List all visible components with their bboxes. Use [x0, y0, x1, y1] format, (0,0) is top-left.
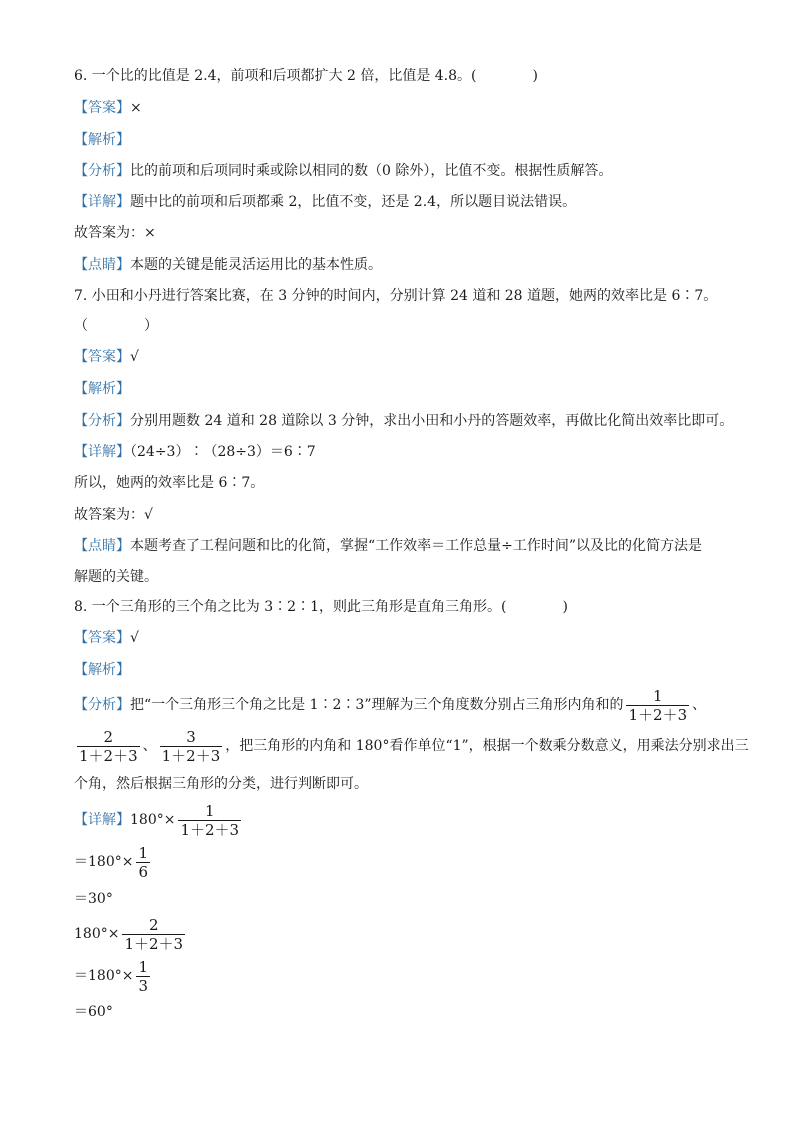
q6-answer: × [130, 100, 142, 116]
xiangjie-tag: 【详解】 [74, 812, 130, 828]
fraction-2-over-sum: $\frac{2}{1+2+3}$ [79, 727, 138, 765]
q8-step-eq-1-6 [74, 842, 153, 882]
fraction-1-6: $\frac{1}{6}$ [138, 843, 148, 881]
fenxi-tag: 【分析】 [74, 413, 130, 429]
q7-dianjing-2: 解题的关键。 [74, 569, 158, 585]
separator: 、 [692, 697, 707, 713]
q8-fenxi-line-2 [74, 727, 749, 765]
q7-result: 所以，她两的效率比是 6∶7。 [74, 475, 265, 491]
q7-answer-line [74, 347, 139, 367]
q6-xiangjie: 题中比的前项和后项都乘 2，比值不变，还是 2.4，所以题目说法错误。 [130, 194, 577, 210]
fraction-1-3: $\frac{1}{3}$ [138, 957, 148, 995]
q7-question: 7. 小田和小丹进行答案比赛，在 3 分钟的时间内，分别计算 24 道和 28 道题，她两的效率比是 6∶7。 [74, 288, 718, 304]
answer-tag: 【答案】 [74, 349, 130, 365]
q7-xiangjie-line [74, 442, 316, 462]
q7-conclusion: 故答案为：√ [74, 507, 153, 523]
q8-xiangjie-line [74, 800, 244, 840]
q8-eq-30: ＝30° [74, 891, 113, 907]
q6-answer-line [74, 98, 142, 118]
step-eq-180-times: ＝180°× [74, 968, 134, 984]
q7-fenxi: 分别用题数 24 道和 28 道除以 3 分钟，求出小田和小丹的答题效率，再做比化简出效率比即可。 [130, 413, 734, 429]
step-180-times: 180°× [130, 812, 176, 828]
q6-dianjing-line [74, 255, 382, 275]
separator: 、 [142, 738, 157, 754]
q7-jiexi-tag: 【解析】 [74, 381, 130, 397]
q6-conclusion: 故答案为：× [74, 225, 156, 241]
q7-dianjing-1: 本题考查了工程问题和比的化简，掌握“工作效率＝工作总量÷工作时间”以及比的化简方法是 [130, 538, 703, 554]
q8-fenxi-line-1 [74, 686, 706, 724]
q6-jiexi-tag: 【解析】 [74, 132, 130, 148]
q7-xiangjie: （24÷3）∶（28÷3）＝6∶7 [130, 444, 316, 460]
q8-answer: √ [130, 630, 139, 646]
q8-step-2 [74, 914, 188, 954]
step-180-times: 180°× [74, 926, 120, 942]
q8-jiexi-tag: 【解析】 [74, 662, 130, 678]
q8-question: 8. 一个三角形的三个角之比为 3∶2∶1，则此三角形是直角三角形。( ) [74, 599, 568, 615]
fenxi-tag: 【分析】 [74, 163, 130, 179]
answer-tag: 【答案】 [74, 100, 130, 116]
fenxi-tag: 【分析】 [74, 697, 130, 713]
q7-answer: √ [130, 349, 139, 365]
fraction-3-over-sum: $\frac{3}{1+2+3}$ [161, 727, 221, 765]
fraction-1-over-sum: $\frac{1}{1+2+3}$ [628, 686, 688, 724]
q8-step-eq-1-3 [74, 956, 153, 996]
answer-tag: 【答案】 [74, 630, 130, 646]
q7-blank: （ ） [74, 318, 158, 334]
q6-fenxi: 比的前项和后项同时乘或除以相同的数（0 除外），比值不变。根据性质解答。 [130, 163, 613, 179]
q8-answer-line [74, 628, 139, 648]
step-eq-180-times: ＝180°× [74, 854, 134, 870]
q6-xiangjie-line [74, 192, 576, 212]
q7-fenxi-line [74, 411, 733, 431]
q8-fenxi-2: ，把三角形的内角和 180°看作单位“1”，根据一个数乘分数意义，用乘法分别求出三 [225, 738, 749, 754]
q8-fenxi-1: 把“一个三角形三个角之比是 1∶2∶3”理解为三个角度数分别占三角形内角和的 [130, 697, 624, 713]
xiangjie-tag: 【详解】 [74, 444, 130, 460]
xiangjie-tag: 【详解】 [74, 194, 130, 210]
q8-eq-60: ＝60° [74, 1004, 113, 1020]
q8-fenxi-3: 个角，然后根据三角形的分类，进行判断即可。 [74, 776, 368, 792]
dianjing-tag: 【点睛】 [74, 538, 130, 554]
q6-fenxi-line [74, 161, 612, 181]
dianjing-tag: 【点睛】 [74, 257, 130, 273]
fraction-1-over-sum: $\frac{1}{1+2+3}$ [180, 801, 240, 839]
q6-dianjing: 本题的关键是能灵活运用比的基本性质。 [130, 257, 382, 273]
q7-dianjing-line [74, 536, 702, 556]
fraction-2-over-sum: $\frac{2}{1+2+3}$ [124, 915, 184, 953]
q6-question: 6. 一个比的比值是 2.4，前项和后项都扩大 2 倍，比值是 4.8。( ) [74, 68, 538, 84]
